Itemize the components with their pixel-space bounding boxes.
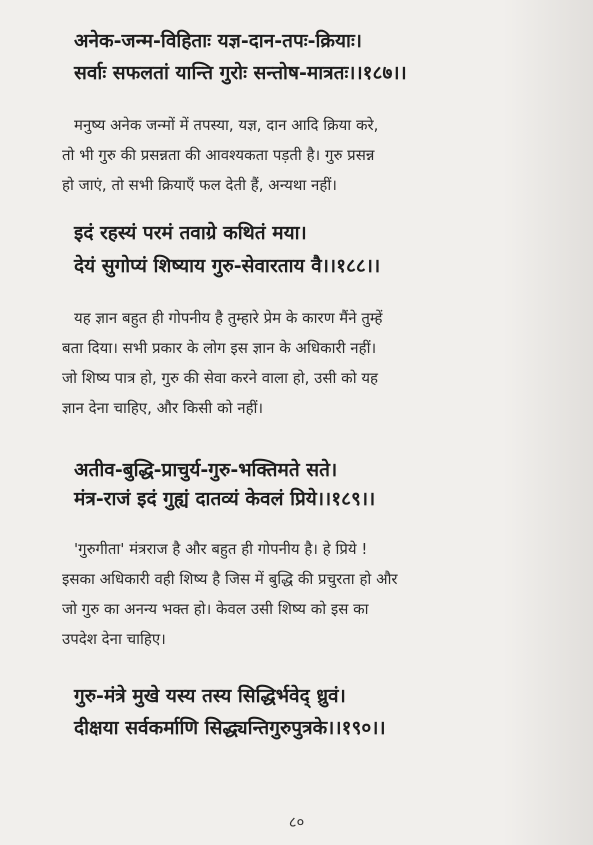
verse-188-line-1: इदं रहस्यं परमं तवाग्रे कथितं मया।	[74, 222, 307, 244]
explanation-line: बता दिया। सभी प्रकार के लोग इस ज्ञान के अधिकारी नहीं।	[62, 339, 377, 357]
explanation-line: जो गुरु का अनन्य भक्त हो। केवल उसी शिष्य को इस का	[62, 600, 369, 618]
explanation-189	[62, 534, 550, 654]
verse-190-line-2: दीक्षया सर्वकर्माणि सिद्ध्यन्तिगुरुपुत्रके।।१९०।।	[74, 717, 386, 739]
page-number: ८०	[288, 813, 305, 831]
verse-189-line-2: मंत्र-राजं इदं गुह्यं दातव्यं केवलं प्रिये।।१८९।।	[74, 488, 376, 510]
explanation-188	[62, 303, 550, 423]
explanation-line: यह ज्ञान बहुत ही गोपनीय है तुम्हारे प्रेम के कारण मैंने तुम्हें	[74, 309, 383, 327]
verse-189-line-1: अतीव-बुद्धि-प्राचुर्य-गुरु-भक्तिमते सते।	[74, 459, 338, 481]
verse-187-line-2: सर्वाः सफलतां यान्ति गुरोः सन्तोष-मात्रतः।।१८७।।	[74, 62, 407, 84]
explanation-line: मनुष्य अनेक जन्मों में तपस्या, यज्ञ, दान आदि क्रिया करे,	[74, 116, 379, 134]
explanation-line: उपदेश देना चाहिए।	[62, 630, 166, 648]
explanation-line: तो भी गुरु की प्रसन्नता की आवश्यकता पड़ती है। गुरु प्रसन्न	[62, 146, 375, 164]
explanation-187	[62, 110, 550, 200]
explanation-line: ज्ञान देना चाहिए, और किसी को नहीं।	[62, 399, 264, 417]
explanation-line: इसका अधिकारी वही शिष्य है जिस में बुद्धि की प्रचुरता हो और	[62, 570, 398, 588]
explanation-line: जो शिष्य पात्र हो, गुरु की सेवा करने वाला हो, उसी को यह	[62, 369, 379, 387]
verse-187-line-1: अनेक-जन्म-विहिताः यज्ञ-दान-तपः-क्रियाः।	[74, 30, 362, 52]
explanation-line: 'गुरुगीता' मंत्रराज है और बहुत ही गोपनीय है। हे प्रिये !	[74, 540, 368, 558]
explanation-line: हो जाएं, तो सभी क्रियाएँ फल देती हैं, अन्यथा नहीं।	[62, 176, 337, 194]
verse-188-line-2: देयं सुगोप्यं शिष्याय गुरु-सेवारताय वै।।१८८।।	[74, 255, 381, 277]
verse-190-line-1: गुरु-मंत्रे मुखे यस्य तस्य सिद्धिर्भवेद् ध्रुवं।	[74, 685, 346, 707]
